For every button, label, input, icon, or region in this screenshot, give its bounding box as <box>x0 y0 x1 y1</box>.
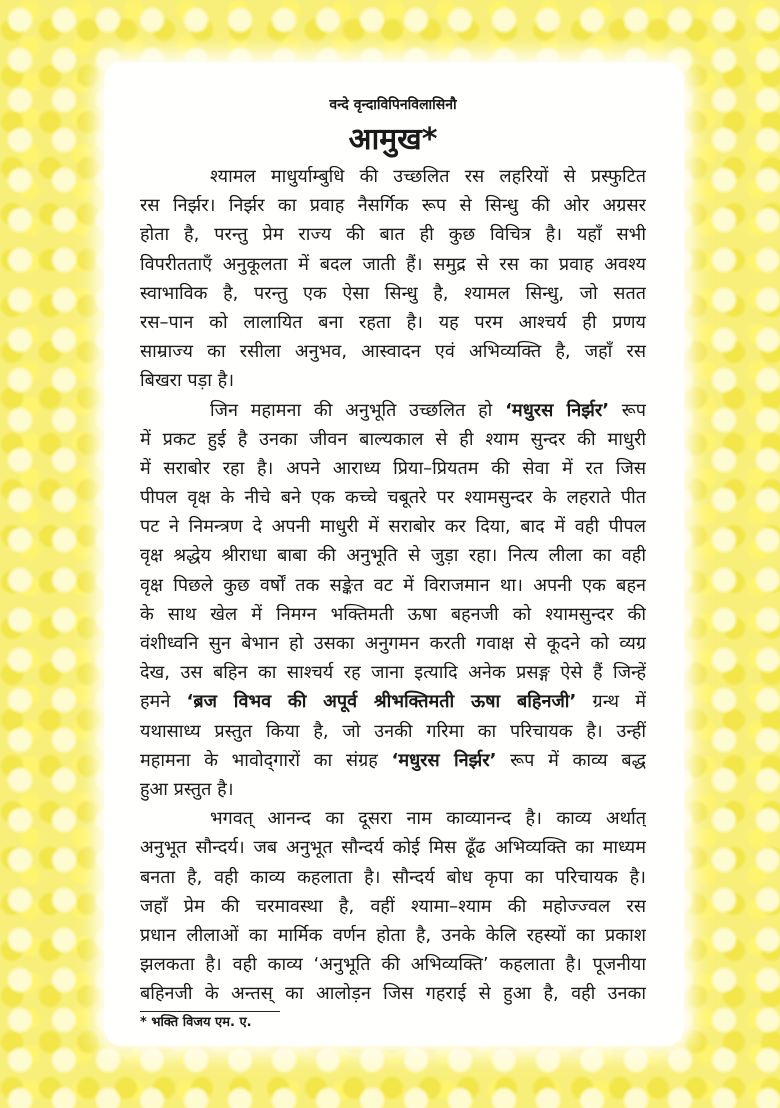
text-segment: बनता है, वही काव्य कहलाता है। सौन्दर्य बोध कृपा का परिचायक है। <box>140 866 646 888</box>
text-segment: श्यामल माधुर्याम्बुधि की उच्छलित रस लहरियों से प्रस्फुटित <box>210 166 646 187</box>
text-line <box>140 454 646 483</box>
text-segment: रस निर्झर। निर्झर का प्रवाह नैसर्गिक रूप से सिन्धु की ओर अग्रसर <box>140 195 646 217</box>
text-segment: वंशीध्वनि सुन बेभान हो उसका अनुगमन करती गवाक्ष से कूदने को व्यग्र <box>140 633 646 654</box>
text-line <box>140 775 646 804</box>
text-segment: झलकता है। वही काव्य ‘अनुभूति की अभिव्यक्ति’ कहलाता है। पूजनीया <box>140 954 646 976</box>
bold-title-reference: ‘मधुरस निर्झर’ <box>505 399 610 421</box>
text-line <box>140 687 646 716</box>
text-segment: स्वाभाविक है, परन्तु एक ऐसा सिन्धु है, श्यामल सिन्धु, जो सतत <box>140 282 646 304</box>
text-line <box>140 308 646 337</box>
text-segment: यथासाध्य प्रस्तुत किया है, जो उनकी गरिमा का परिचायक है। उन्हीं <box>140 720 646 742</box>
text-line <box>140 396 646 425</box>
text-segment: साम्राज्य का रसीला अनुभव, आस्वादन एवं अभिव्यक्ति है, जहाँ रस <box>140 341 646 363</box>
text-segment: हुआ प्रस्तुत है। <box>140 778 234 800</box>
text-line <box>140 658 646 687</box>
text-segment: पट ने निमन्त्रण दे अपनी माधुरी में सराबोर कर दिया, बाद में वही पीपल <box>140 516 646 538</box>
text-segment: महामना के भावोद्‌गारों का संग्रह <box>140 749 392 771</box>
text-line <box>140 250 646 279</box>
text-line <box>140 950 646 979</box>
bold-title-reference: ‘मधुरस निर्झर’ <box>391 749 497 771</box>
paragraph <box>140 396 646 805</box>
text-segment: अनुभूत सौन्दर्य। जब अनुभूत सौन्दर्य कोई मिस ढूँढ अभिव्यक्ति का माध्यम <box>140 837 646 859</box>
text-line <box>140 833 646 862</box>
text-segment: पीपल वृक्ष के नीचे बने एक कच्चे चबूतरे पर श्यामसुन्दर के लहराते पीत <box>140 487 646 509</box>
text-line <box>140 366 646 395</box>
text-segment: जहाँ प्रेम की चरमावस्था है, वहीं श्यामा–श्याम की महोज्ज्वल रस <box>140 895 646 917</box>
text-segment: वृक्ष पिछले कुछ वर्षों तक सङ्केत वट में विराजमान था। अपनी एक बहन <box>140 574 646 596</box>
text-segment: हमने <box>140 691 187 713</box>
text-line <box>140 425 646 454</box>
text-line <box>140 804 646 833</box>
document-body <box>140 92 646 1034</box>
text-segment: के साथ खेल में निमग्न भक्तिमती ऊषा बहनजी को श्यामसुन्दर की <box>140 603 646 625</box>
text-line <box>140 921 646 950</box>
paragraphs <box>140 162 646 1008</box>
text-line <box>140 863 646 892</box>
text-segment: में सराबोर रहा है। अपने आराध्य प्रिया–प्रियतम की सेवा में रत जिस <box>140 457 646 479</box>
text-line <box>140 979 646 1008</box>
text-segment: देख, उस बहिन का साश्चर्य रह जाना इत्यादि अनेक प्रसङ्ग ऐसे हैं जिन्हें <box>140 662 646 684</box>
text-segment: बहिनजी के अन्तस् का आलोड़न जिस गहराई से हुआ है, वही उनका <box>140 983 646 1005</box>
text-segment: प्रधान लीलाओं का मार्मिक वर्णन होता है, उनके केलि रहस्यों का प्रकाश <box>140 924 646 946</box>
text-line <box>140 483 646 512</box>
text-line <box>140 717 646 746</box>
text-segment: होता है, परन्तु प्रेम राज्य की बात ही कुछ विचित्र है। यहाँ सभी <box>140 224 646 246</box>
text-line <box>140 512 646 541</box>
text-line <box>140 600 646 629</box>
text-segment: में प्रकट हुई है उनका जीवन बाल्यकाल से ही श्याम सुन्दर की माधुरी <box>140 428 646 450</box>
text-line <box>140 337 646 366</box>
text-line <box>140 571 646 600</box>
text-segment: रूप <box>609 399 646 421</box>
footnote: * भक्ति विजय एम. ए. <box>140 1015 252 1031</box>
text-line <box>140 541 646 570</box>
bold-title-reference: ‘ब्रज विभव की अपूर्व श्रीभक्तिमती ऊषा बहिनजी’ <box>186 691 577 713</box>
text-segment: रस–पान को लालायित बना रहता है। यह परम आश्चर्य ही प्रणय <box>140 311 646 333</box>
paragraph <box>140 804 646 1008</box>
text-line <box>140 629 646 658</box>
text-segment: रूप में काव्य बद्ध <box>496 749 646 771</box>
text-line <box>140 162 646 191</box>
text-segment: भगवत् आनन्द का दूसरा नाम काव्यानन्द है। काव्य अर्थात् <box>210 808 646 830</box>
text-line <box>140 220 646 249</box>
text-line <box>140 746 646 775</box>
text-line <box>140 892 646 921</box>
page-title: आमुख* <box>348 122 438 157</box>
invocation-line: वन्दे वृन्दाविपिनविलासिनौ <box>329 97 457 113</box>
text-line <box>140 279 646 308</box>
text-segment: जिन महामना की अनुभूति उच्छलित हो <box>210 399 506 421</box>
text-segment: बिखरा पड़ा है। <box>140 370 235 392</box>
text-segment: वृक्ष श्रद्धेय श्रीराधा बाबा की अनुभूति से जुड़ा रहा। नित्य लीला का वही <box>140 545 646 567</box>
text-segment: ग्रन्थ में <box>576 691 646 713</box>
text-line <box>140 191 646 220</box>
text-segment: विपरीतताएँ अनुकूलता में बदल जाती हैं। समुद्र से रस का प्रवाह अवश्य <box>140 253 646 275</box>
paragraph <box>140 162 646 396</box>
